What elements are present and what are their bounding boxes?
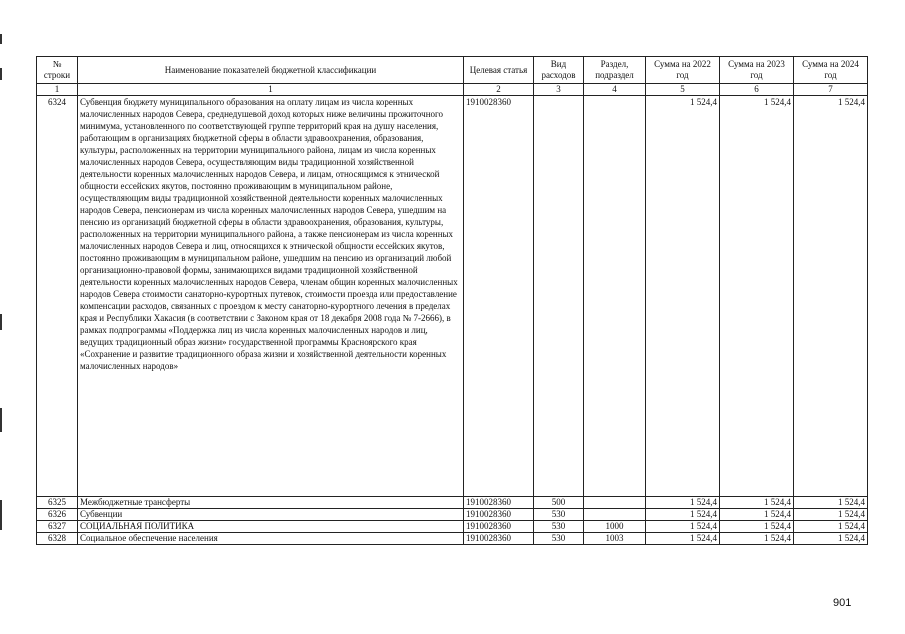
row-sum-2022: 1 524,4 (646, 96, 720, 497)
row-name: Субвенции (78, 509, 464, 521)
header-expense-type: Вид расходов (534, 57, 584, 84)
row-sum-2022: 1 524,4 (646, 509, 720, 521)
column-number: 4 (584, 84, 646, 96)
scan-edge-mark (0, 68, 2, 80)
row-sum-2022: 1 524,4 (646, 521, 720, 533)
row-expense-type (534, 96, 584, 497)
row-sum-2022: 1 524,4 (646, 497, 720, 509)
row-name: Субвенция бюджету муниципального образования на оплату лицам из числа коренных малочисленных народов Севера, среднедушевой доход которых ниже величины прожиточного минимума, установленного по соответствующей группе территорий края на душу населения, работающим в организациях бюджетной сферы в области здравоохранения, образования, культуры, расположенных на территории муниципального района, лицам из числа коренных малочисленных народов Севера, осуществляющим виды традиционной хозяйственной деятельности коренных малочисленных народов Севера, и лицам, относящимся к этнической общности ессейских якутов, постоянно проживающим в муниципальном районе, осуществляющим виды традиционной хозяйственной деятельности коренных малочисленных народов Севера, пенсионерам из числа коренных малочисленных народов Севера, ушедшим на пенсию из организаций бюджетной сферы в области здравоохранения, образования, культуры, расположенных на территории муниципального района, а также пенсионерам из числа коренных малочисленных народов Севера и лиц, относящихся к этнической общности ессейских якутов, постоянно проживающим в муниципальном районе, ушедшим на пенсию из организаций любой организационно-правовой формы, занимающихся видами традиционной хозяйственной деятельности коренных малочисленных народов Севера, членам общин коренных малочисленных народов Севера стоимости санаторно-курортных путевок, стоимости проезда или предоставление компенсации расходов, связанных с проездом к месту санаторно-курортного лечения в пределах края и Республики Хакасия (в соответствии с Законом края от 18 декабря 2008 года № 7-2666), в рамках подпрограммы «Поддержка лиц из числа коренных малочисленных народов и лиц, ведущих традиционный образ жизни» государственной программы Красноярского края «Сохранение и развитие традиционного образа жизни и хозяйственной деятельности коренных малочисленных народов» (78, 96, 464, 497)
row-number: 6326 (37, 509, 78, 521)
header-row-number: № строки (37, 57, 78, 84)
row-sum-2024: 1 524,4 (794, 533, 868, 545)
table-row (37, 497, 868, 509)
page-number: 901 (833, 597, 852, 609)
header-target-article: Целевая статья (464, 57, 534, 84)
row-number: 6328 (37, 533, 78, 545)
header-sum-2024: Сумма на 2024 год (794, 57, 868, 84)
row-sum-2023: 1 524,4 (720, 96, 794, 497)
column-number: 1 (78, 84, 464, 96)
row-sum-2023: 1 524,4 (720, 509, 794, 521)
row-sum-2023: 1 524,4 (720, 521, 794, 533)
header-sum-2022: Сумма на 2022 год (646, 57, 720, 84)
column-number: 7 (794, 84, 868, 96)
scan-edge-mark (0, 408, 2, 432)
scan-edge-mark (0, 34, 2, 44)
header-section: Раздел, подраздел (584, 57, 646, 84)
column-number: 5 (646, 84, 720, 96)
row-sum-2024: 1 524,4 (794, 497, 868, 509)
column-number: 3 (534, 84, 584, 96)
row-section (584, 96, 646, 497)
row-sum-2023: 1 524,4 (720, 533, 794, 545)
column-number: 1 (37, 84, 78, 96)
row-number: 6327 (37, 521, 78, 533)
row-target-article: 1910028360 (464, 509, 534, 521)
column-number-row (37, 84, 868, 96)
row-section (584, 509, 646, 521)
table-row (37, 509, 868, 521)
row-expense-type: 500 (534, 497, 584, 509)
table-row (37, 533, 868, 545)
row-target-article: 1910028360 (464, 497, 534, 509)
row-sum-2024: 1 524,4 (794, 509, 868, 521)
scan-edge-mark (0, 500, 2, 530)
header-sum-2023: Сумма на 2023 год (720, 57, 794, 84)
row-number: 6324 (37, 96, 78, 497)
row-expense-type: 530 (534, 533, 584, 545)
header-name: Наименование показателей бюджетной классификации (78, 57, 464, 84)
row-section (584, 497, 646, 509)
column-number: 2 (464, 84, 534, 96)
row-sum-2022: 1 524,4 (646, 533, 720, 545)
row-expense-type: 530 (534, 521, 584, 533)
row-target-article: 1910028360 (464, 521, 534, 533)
scan-edge-mark (0, 314, 2, 330)
row-number: 6325 (37, 497, 78, 509)
table-row (37, 521, 868, 533)
table-header-row (37, 57, 868, 84)
row-section: 1000 (584, 521, 646, 533)
row-target-article: 1910028360 (464, 533, 534, 545)
row-name: СОЦИАЛЬНАЯ ПОЛИТИКА (78, 521, 464, 533)
budget-classification-table (36, 56, 868, 545)
row-target-article: 1910028360 (464, 96, 534, 497)
row-name: Межбюджетные трансферты (78, 497, 464, 509)
row-sum-2024: 1 524,4 (794, 521, 868, 533)
row-sum-2023: 1 524,4 (720, 497, 794, 509)
column-number: 6 (720, 84, 794, 96)
row-sum-2024: 1 524,4 (794, 96, 868, 497)
row-name: Социальное обеспечение населения (78, 533, 464, 545)
table-row (37, 96, 868, 497)
row-section: 1003 (584, 533, 646, 545)
row-expense-type: 530 (534, 509, 584, 521)
